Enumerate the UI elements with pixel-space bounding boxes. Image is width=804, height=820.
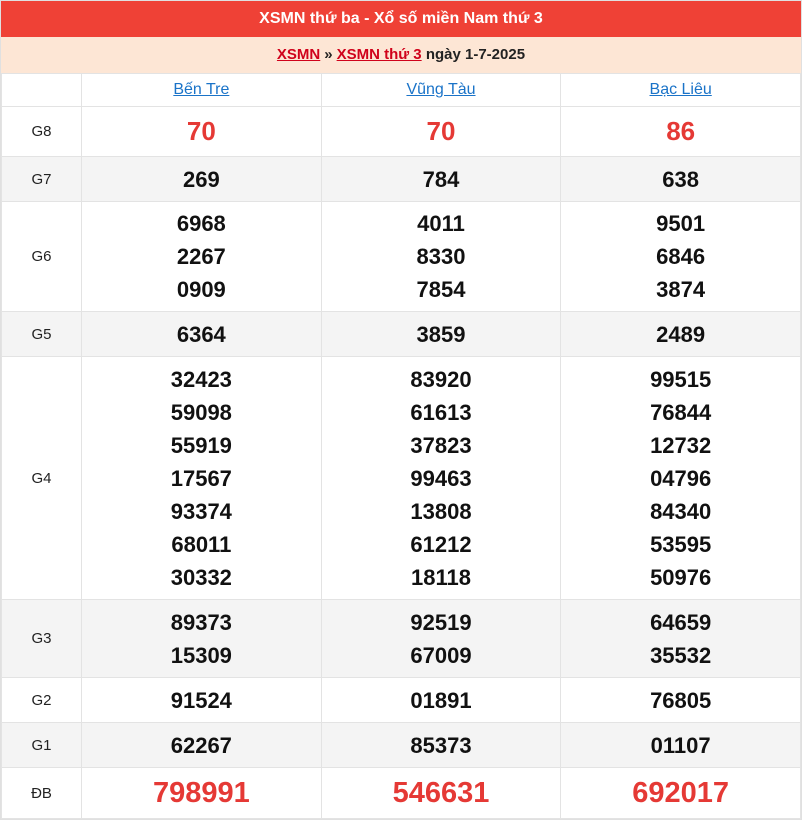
prize-number: 99463 bbox=[410, 465, 472, 491]
prize-number: 76805 bbox=[650, 687, 712, 713]
prize-number: 76844 bbox=[650, 399, 712, 425]
prize-number: 68011 bbox=[171, 531, 232, 557]
prize-number: 8330 bbox=[416, 244, 466, 269]
province-name[interactable]: Vũng Tàu bbox=[406, 81, 476, 98]
prize-cell bbox=[82, 202, 322, 312]
prize-number: 59098 bbox=[170, 399, 232, 425]
prize-number: 4011 bbox=[417, 211, 465, 236]
prize-row-g8 bbox=[2, 107, 801, 157]
prize-label: G6 bbox=[2, 202, 82, 312]
prize-number: 53595 bbox=[650, 531, 712, 557]
prize-number: 67009 bbox=[410, 642, 472, 668]
breadcrumb-link-xsmn-thu-3[interactable]: XSMN thứ 3 bbox=[336, 46, 422, 63]
prize-cell bbox=[321, 202, 561, 312]
prize-number: 93374 bbox=[170, 498, 232, 524]
prize-number: 89373 bbox=[170, 609, 232, 635]
prize-row-g2 bbox=[2, 678, 801, 723]
prize-cell bbox=[321, 678, 561, 723]
prize-cell bbox=[561, 678, 801, 723]
prize-number: 6846 bbox=[656, 244, 706, 269]
prize-cell bbox=[321, 357, 561, 600]
prize-number: 70 bbox=[186, 116, 216, 146]
prize-cell bbox=[82, 723, 322, 768]
prize-number: 37823 bbox=[410, 432, 472, 458]
breadcrumb bbox=[1, 37, 801, 73]
prize-label: G2 bbox=[2, 678, 82, 723]
prize-number: 17567 bbox=[170, 465, 232, 491]
prize-label: G3 bbox=[2, 600, 82, 678]
prize-label: ĐB bbox=[2, 768, 82, 819]
province-name[interactable]: Bạc Liêu bbox=[649, 81, 712, 98]
prize-number: 64659 bbox=[650, 609, 712, 635]
prize-number: 84340 bbox=[650, 498, 712, 524]
prize-row-g3 bbox=[2, 600, 801, 678]
prize-cell bbox=[561, 357, 801, 600]
prize-cell bbox=[561, 157, 801, 202]
prize-number: 01891 bbox=[410, 687, 472, 713]
breadcrumb-separator: » bbox=[324, 46, 333, 63]
prize-row-g6 bbox=[2, 202, 801, 312]
province-link-vung-tau[interactable] bbox=[321, 74, 561, 107]
prize-cell bbox=[82, 107, 322, 157]
prize-number: 70 bbox=[426, 116, 456, 146]
prize-row-g5 bbox=[2, 312, 801, 357]
prize-number: 6968 bbox=[176, 211, 226, 236]
prize-number: 9501 bbox=[656, 211, 706, 236]
prize-cell bbox=[561, 202, 801, 312]
prize-number: 18118 bbox=[411, 564, 471, 590]
breadcrumb-link-xsmn[interactable]: XSMN bbox=[276, 46, 321, 63]
table-header-row bbox=[2, 74, 801, 107]
prize-cell bbox=[82, 768, 322, 819]
prize-number: 35532 bbox=[650, 642, 712, 668]
prize-label: G5 bbox=[2, 312, 82, 357]
prize-number: 30332 bbox=[170, 564, 232, 590]
prize-number: 2267 bbox=[176, 244, 226, 269]
prize-number: 86 bbox=[666, 116, 696, 146]
prize-number: 798991 bbox=[152, 776, 250, 809]
prize-number: 0909 bbox=[176, 277, 226, 302]
prize-cell bbox=[321, 157, 561, 202]
page-title: XSMN thứ ba - Xổ số miền Nam thứ 3 bbox=[1, 1, 801, 37]
prize-label: G4 bbox=[2, 357, 82, 600]
prize-label: G8 bbox=[2, 107, 82, 157]
prize-cell bbox=[82, 600, 322, 678]
prize-number: 7854 bbox=[416, 277, 466, 302]
prize-number: 546631 bbox=[392, 776, 490, 809]
prize-number: 55919 bbox=[170, 432, 232, 458]
prize-number: 692017 bbox=[632, 776, 730, 809]
prize-cell bbox=[82, 157, 322, 202]
prize-row-g4 bbox=[2, 357, 801, 600]
prize-number: 32423 bbox=[170, 366, 232, 392]
prize-label: G1 bbox=[2, 723, 82, 768]
prize-number: 784 bbox=[422, 166, 460, 192]
prize-number: 269 bbox=[182, 166, 220, 192]
prize-number: 638 bbox=[662, 166, 700, 192]
prize-number: 01107 bbox=[650, 732, 711, 758]
header-empty-cell bbox=[2, 74, 82, 107]
province-link-ben-tre[interactable] bbox=[82, 74, 322, 107]
prize-cell bbox=[82, 678, 322, 723]
prize-number: 6364 bbox=[176, 321, 226, 347]
prize-number: 91524 bbox=[170, 687, 232, 713]
prize-cell bbox=[321, 107, 561, 157]
results-table bbox=[1, 73, 801, 819]
prize-number: 13808 bbox=[410, 498, 472, 524]
prize-number: 85373 bbox=[410, 732, 472, 758]
prize-number: 61613 bbox=[410, 399, 472, 425]
prize-number: 12732 bbox=[650, 432, 712, 458]
prize-cell bbox=[561, 600, 801, 678]
prize-number: 3859 bbox=[416, 321, 466, 347]
prize-number: 50976 bbox=[650, 564, 712, 590]
prize-cell bbox=[82, 312, 322, 357]
prize-number: 83920 bbox=[410, 366, 472, 392]
prize-cell bbox=[321, 723, 561, 768]
prize-row-g1 bbox=[2, 723, 801, 768]
prize-cell bbox=[82, 357, 322, 600]
prize-number: 99515 bbox=[650, 366, 712, 392]
prize-row-special bbox=[2, 768, 801, 819]
province-link-bac-lieu[interactable] bbox=[561, 74, 801, 107]
prize-number: 61212 bbox=[410, 531, 472, 557]
prize-cell bbox=[561, 723, 801, 768]
prize-cell bbox=[321, 312, 561, 357]
prize-number: 2489 bbox=[656, 321, 706, 347]
prize-cell bbox=[321, 600, 561, 678]
prize-cell bbox=[561, 768, 801, 819]
breadcrumb-date: ngày 1-7-2025 bbox=[425, 46, 526, 63]
prize-number: 3874 bbox=[656, 277, 706, 302]
province-name[interactable]: Bến Tre bbox=[173, 81, 230, 98]
prize-number: 62267 bbox=[170, 732, 232, 758]
prize-number: 15309 bbox=[170, 642, 232, 668]
prize-cell bbox=[561, 312, 801, 357]
prize-label: G7 bbox=[2, 157, 82, 202]
prize-number: 04796 bbox=[650, 465, 712, 491]
prize-cell bbox=[321, 768, 561, 819]
prize-cell bbox=[561, 107, 801, 157]
prize-row-g7 bbox=[2, 157, 801, 202]
prize-number: 92519 bbox=[410, 609, 472, 635]
